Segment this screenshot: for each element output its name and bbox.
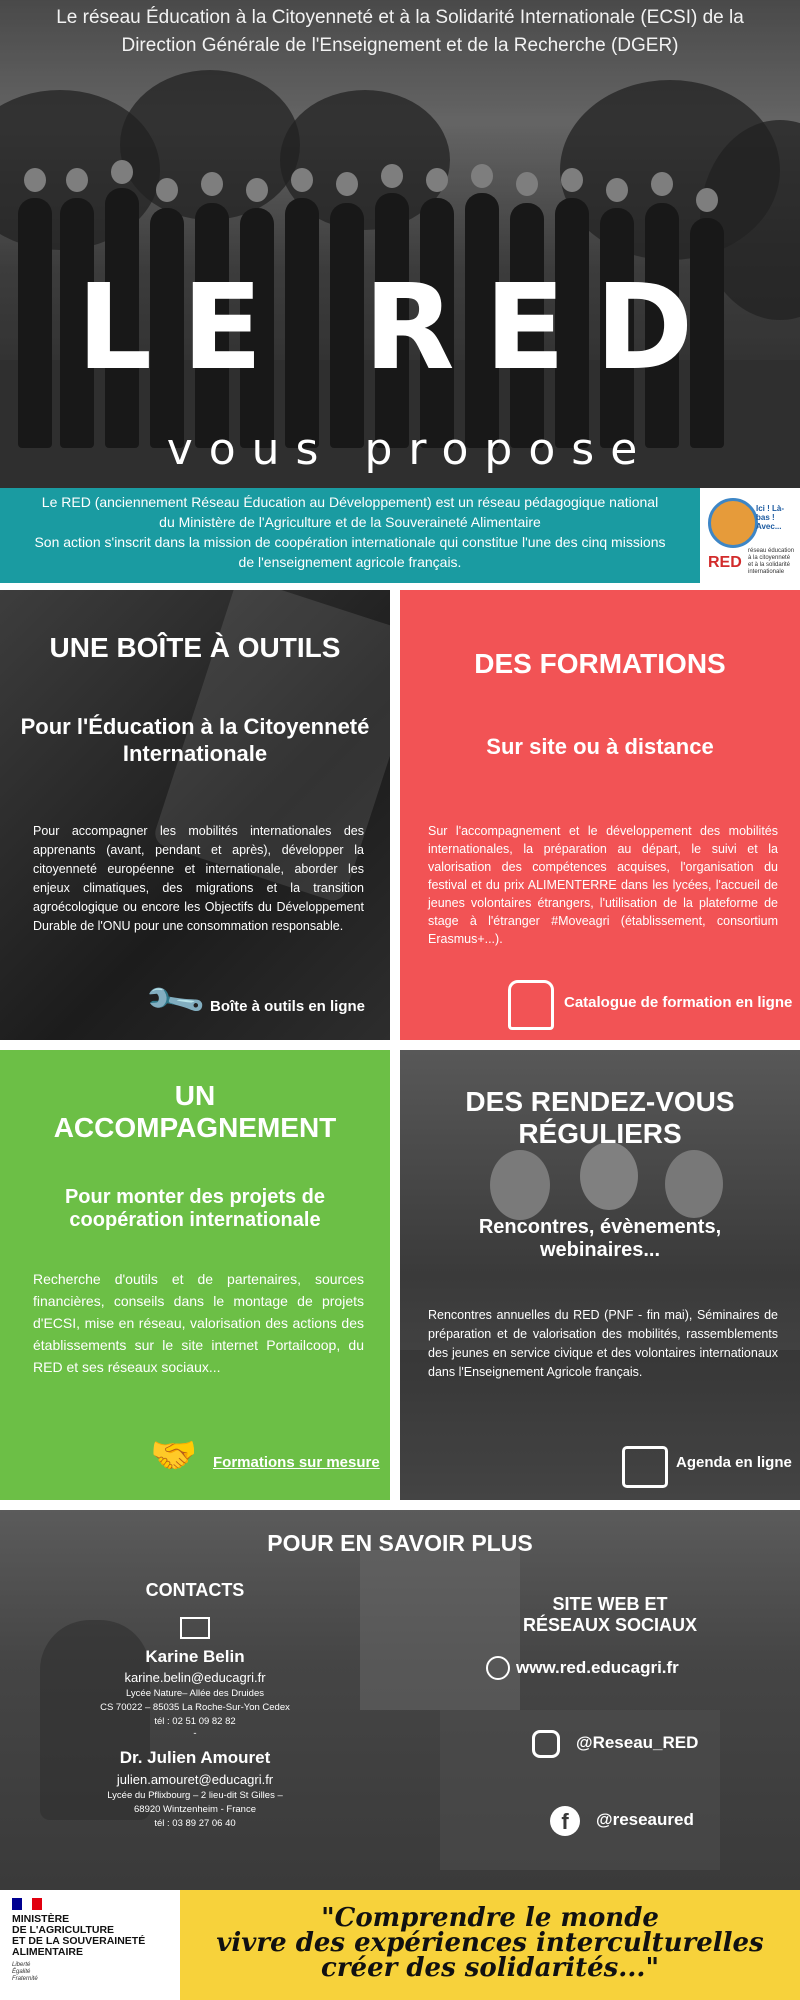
events-title-line1: DES RENDEZ-VOUS [465, 1086, 735, 1117]
quote [180, 1903, 800, 1983]
contacts-heading: CONTACTS [145, 1580, 245, 1600]
training-body: Sur l'accompagnement et le développement des mobilités internationales, la préparation au départ, le suivi et la valorisation des compétences acquises, l'organisation du festival et du prix ALIMENTERRE dans les lycées, l'accueil de jeunes volontaires étrangers, l'utilisation de la plateforme de stage à l'étranger #Moveagri (établissement, consortium Erasmus+...). [428, 824, 778, 946]
toolbox-panel [0, 590, 390, 1040]
intro-line4: de l'enseignement agricole français. [238, 554, 462, 570]
logo-description: réseau éducation à la citoyenneté et à la solidarité internationale [748, 548, 795, 575]
toolbox-subtitle: Pour l'Éducation à la Citoyenneté Internationale [20, 714, 370, 766]
events-body: Rencontres annuelles du RED (PNF - fin mai), Séminaires de préparation et de valorisation des mobilités, rassemblements des jeunes en service civique et des volontaires internationaux dans l'Enseignement Agricole français. [428, 1308, 778, 1379]
motto-line1: Liberté [12, 1962, 31, 1968]
contact-heading: POUR EN SAVOIR PLUS [267, 1530, 533, 1556]
intro-line3: Son action s'inscrit dans la mission de coopération internationale qui constitue l'une des cinq missions [34, 534, 666, 550]
quote-line3: créer des solidarités..." [321, 1953, 659, 1983]
support-link[interactable]: Formations sur mesure [213, 1454, 380, 1471]
intro-line1: Le RED (anciennement Réseau Éducation au Développement) est un réseau pédagogique national [41, 494, 659, 510]
hero-subtitle [0, 4, 800, 60]
support-title-line2: ACCOMPAGNEMENT [53, 1112, 337, 1143]
support-body: Recherche d'outils et de partenaires, sources financières, conseils dans le montage de projets d'ECSI, mise en réseau, valorisation des actions des établissements sur le site internet Portailcoop, du RED et ses réseaux sociaux... [33, 1271, 364, 1375]
training-subtitle: Sur site ou à distance [486, 734, 714, 759]
globe-icon [708, 498, 758, 548]
motto-line3: Fraternité [12, 1976, 38, 1982]
support-panel [0, 1050, 390, 1500]
envelope-icon [180, 1617, 210, 1639]
instagram-handle[interactable]: @Reseau_RED [576, 1733, 699, 1752]
motto-line2: Égalité [12, 1969, 31, 1975]
facebook-icon[interactable]: f [550, 1806, 580, 1836]
contact2-email[interactable]: julien.amouret@educagri.fr [116, 1772, 274, 1787]
hero-banner [0, 0, 800, 488]
training-panel [400, 590, 800, 1040]
ministry-line2: DE L'AGRICULTURE [12, 1924, 115, 1936]
hero-subtitle-line2: Direction Générale de l'Enseignement et de la Recherche (DGER) [121, 35, 679, 56]
contact1-address-line2: CS 70022 – 85035 La Roche-Sur-Yon Cedex [100, 1702, 290, 1713]
toolbox-title: UNE BOÎTE À OUTILS [49, 632, 341, 663]
globe-web-icon [486, 1656, 510, 1680]
intro-line2: du Ministère de l'Agriculture et de la Souveraineté Alimentaire [159, 514, 541, 530]
logo-slogan: Ici ! Là-bas ! Avec... [756, 504, 785, 531]
contact1-email[interactable]: karine.belin@educagri.fr [124, 1670, 266, 1685]
ministry-logo [0, 1890, 180, 2000]
hero-tagline: vous propose [166, 424, 654, 475]
hero-title: LE RED [76, 258, 724, 396]
contact1-name: Karine Belin [145, 1647, 245, 1666]
intro-banner [0, 488, 700, 583]
toolbox-link[interactable]: Boîte à outils en ligne [210, 998, 366, 1015]
contact2-phone: tél : 03 89 27 06 40 [154, 1818, 236, 1829]
book-icon [508, 980, 554, 1030]
contact-section [0, 1510, 800, 1890]
training-title: DES FORMATIONS [474, 648, 726, 679]
contact2-address-line2: 68920 Wintzenheim - France [134, 1804, 256, 1815]
training-link[interactable]: Catalogue de formation en ligne [564, 994, 793, 1011]
handshake-icon: 🤝 [150, 1435, 198, 1477]
web-heading-line2: RÉSEAUX SOCIAUX [522, 1615, 698, 1635]
contact1-phone: tél : 02 51 09 82 82 [154, 1716, 236, 1727]
contact2-address-line1: Lycée du Pflixbourg – 2 lieu-dit St Gilles – [107, 1790, 283, 1801]
events-link[interactable]: Agenda en ligne [676, 1454, 792, 1471]
quote-banner [180, 1890, 800, 2000]
events-title-line2: RÉGULIERS [518, 1118, 682, 1149]
facebook-handle[interactable]: @reseaured [596, 1810, 694, 1829]
contact2-name: Dr. Julien Amouret [119, 1748, 271, 1767]
quote-line1: "Comprendre le monde [321, 1903, 659, 1933]
red-logo [700, 488, 800, 583]
support-title-line1: UN [174, 1080, 216, 1111]
events-subtitle: Rencontres, évènements, webinaires... [478, 1216, 722, 1261]
ministry-line3: ET DE LA SOUVERAINETÉ [12, 1935, 146, 1947]
calendar-icon [622, 1446, 668, 1488]
instagram-icon[interactable] [532, 1730, 560, 1758]
contact1-address-line1: Lycée Nature– Allée des Druides [125, 1688, 264, 1699]
website-link[interactable]: www.red.educagri.fr [516, 1658, 679, 1677]
wrench-icon: 🔧 [141, 969, 208, 1035]
contact-separator: - [193, 1728, 197, 1739]
support-subtitle: Pour monter des projets de coopération internationale [64, 1186, 326, 1231]
french-flag-icon [12, 1898, 42, 1910]
toolbox-body: Pour accompagner les mobilités internationales des apprenants (avant, pendant et après), développer la citoyenneté européenne et internationale, aborder les enjeux climatiques, des migrations et la transition agroécologique ou encore les Objectifs du Développement Durable de l'ONU pour une consommation responsable. [33, 824, 364, 933]
events-panel [400, 1050, 800, 1500]
ministry-line4: ALIMENTAIRE [12, 1946, 83, 1958]
quote-line2: vivre des expériences interculturelles [216, 1928, 764, 1958]
hero-subtitle-line1: Le réseau Éducation à la Citoyenneté et à la Solidarité Internationale (ECSI) de la [56, 7, 744, 28]
ministry-line1: MINISTÈRE [12, 1913, 70, 1925]
web-heading-line1: SITE WEB ET [552, 1594, 668, 1614]
logo-brand: RED [708, 554, 742, 571]
